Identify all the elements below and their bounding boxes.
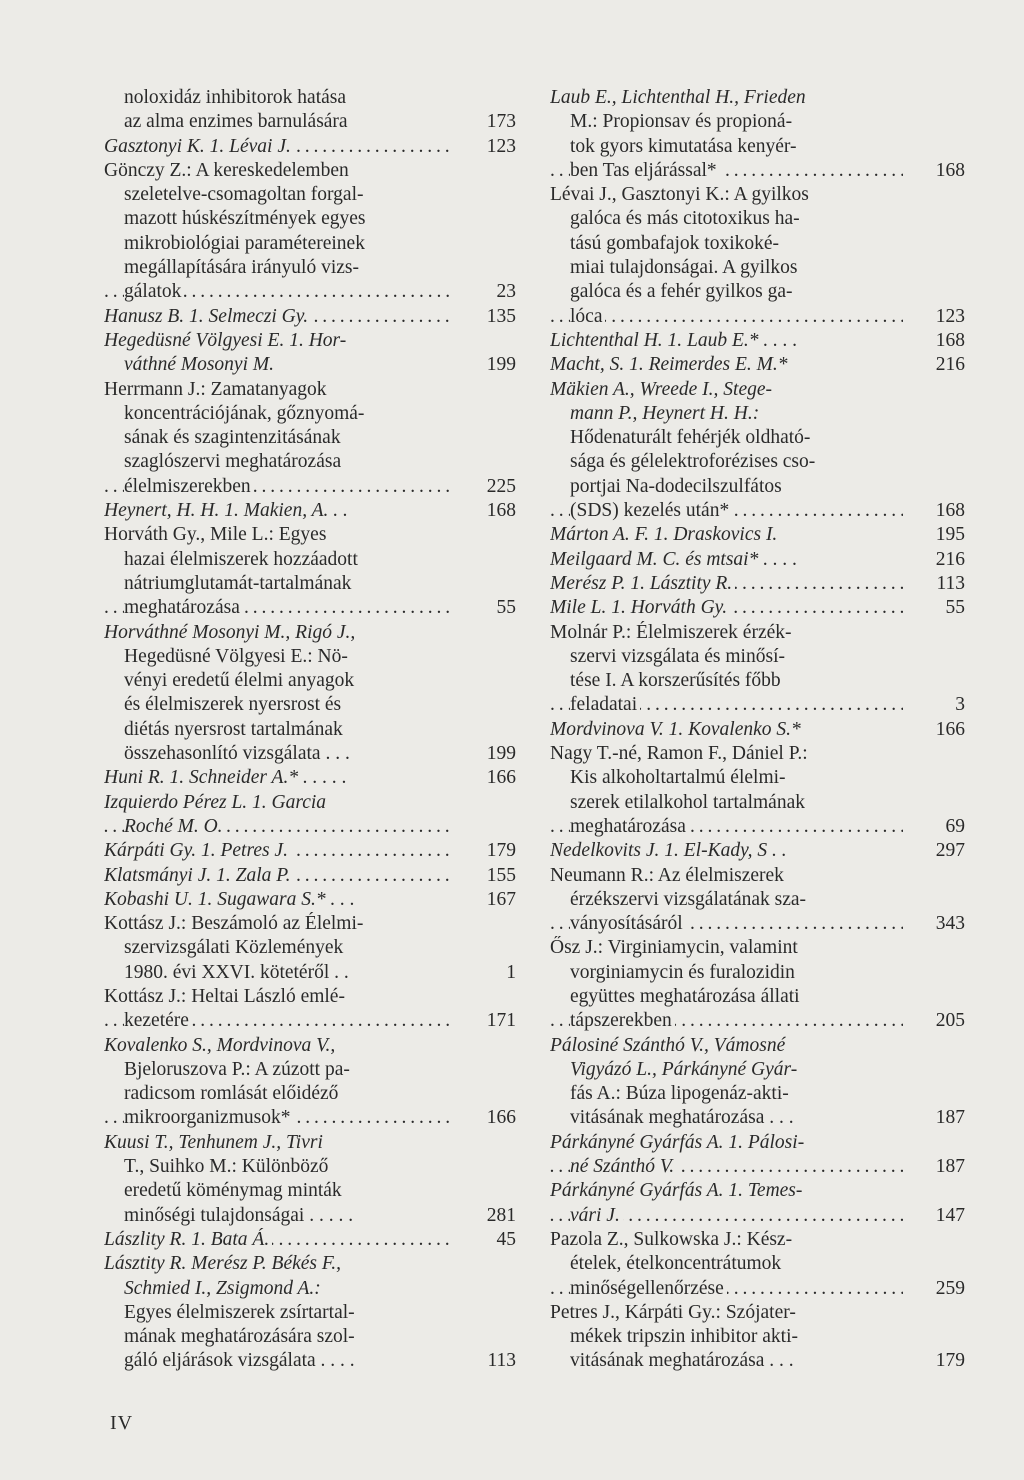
entry-text: Párkányné Gyárfás A. 1. Temes- [550, 1180, 803, 1202]
entry-text: gáló eljárások vizsgálata . . . . [124, 1350, 355, 1372]
entry-text: né Szánthó V. [570, 1156, 677, 1177]
index-entry-line [104, 1009, 516, 1033]
index-entry [550, 329, 965, 353]
index-entry [550, 936, 965, 1033]
entry-text: Mäkien A., Wreede I., Stege- [550, 378, 772, 400]
index-entry-line [104, 1204, 516, 1228]
entry-text: szerek etilalkohol tartalmának [570, 791, 805, 813]
index-entry-line [104, 1277, 516, 1301]
index-entry-line [550, 1034, 965, 1058]
entry-text: Horváthné Mosonyi M., Rigó J., [104, 621, 356, 643]
entry-text: T., Suihko M.: Különböző [124, 1156, 329, 1178]
index-entry-line [550, 1325, 965, 1349]
page-reference: 171 [486, 1010, 516, 1032]
index-entry-line [550, 1204, 965, 1228]
entry-text: fás A.: Búza lipogenáz-akti- [570, 1083, 789, 1105]
index-entry [550, 183, 965, 329]
entry-text: Kis alkoholtartalmú élelmi- [570, 767, 786, 789]
page-reference: 168 [935, 329, 965, 351]
index-entry-line [550, 839, 965, 863]
index-entry-line [104, 912, 516, 936]
entry-text: szeletelve-csomagoltan forgal- [124, 184, 364, 206]
entry-text: meghatározása [124, 597, 243, 618]
entry-text: Lásztity R. Merész P. Békés F., [104, 1253, 342, 1275]
entry-text: mazott húskészítmények egyes [124, 208, 366, 230]
entry-text: eredetű köménymag minták [124, 1180, 342, 1202]
entry-text: meghatározása [570, 816, 689, 837]
index-entry [550, 378, 965, 524]
index-entry-line [104, 1179, 516, 1203]
index-entry [104, 86, 516, 135]
index-entry-line [550, 888, 965, 912]
page-reference: 168 [935, 500, 965, 522]
page-reference: 225 [486, 475, 516, 497]
entry-text: Kobashi U. 1. Sugawara S.* . . . [104, 888, 355, 910]
entry-text: Lichtenthal H. 1. Laub E.* . . . . [550, 329, 798, 351]
index-entry-line [550, 961, 965, 985]
index-entry-line [104, 1301, 516, 1325]
index-entry-line [104, 1349, 516, 1373]
entry-text: (SDS) kezelés után* [570, 500, 732, 521]
entry-text: nátriumglutamát-tartalmának [124, 572, 352, 594]
entry-text: minőségellenőrzése [570, 1278, 727, 1299]
index-entry [104, 523, 516, 620]
index-entry-line [104, 280, 516, 304]
index-entry [104, 1252, 516, 1373]
page-reference: 123 [935, 305, 965, 327]
page-reference: 168 [935, 159, 965, 181]
index-entry-line [550, 1155, 965, 1179]
page-reference: 168 [486, 500, 516, 522]
page-reference: 199 [486, 743, 516, 765]
page-reference: 45 [496, 1228, 516, 1250]
page-reference: 187 [935, 1107, 965, 1129]
index-entry-line [104, 645, 516, 669]
index-entry-line [104, 669, 516, 693]
entry-text: összehasonlító vizsgálata . . . [124, 743, 350, 765]
index-entry-line [550, 742, 965, 766]
entry-text: Izquierdo Pérez L. 1. Garcia [104, 791, 327, 813]
entry-text: Gasztonyi K. 1. Lévai J. [104, 136, 294, 157]
index-entry [550, 864, 965, 937]
entry-text: Mile L. 1. Horváth Gy. [550, 597, 730, 618]
page-reference: 3 [955, 694, 965, 716]
index-entry-line [104, 232, 516, 256]
entry-text: Kovalenko S., Mordvinova V., [104, 1034, 336, 1056]
index-entry [104, 159, 516, 305]
index-entry-line [550, 1082, 965, 1106]
index-entry [550, 1301, 965, 1374]
entry-text: kezetére [124, 1010, 192, 1031]
entry-text: mékek tripszin inhibitor akti- [570, 1326, 798, 1348]
index-entry-line [104, 718, 516, 742]
entry-text: feladatai [570, 694, 640, 715]
index-entry [550, 86, 965, 183]
index-entry [550, 572, 965, 596]
page-reference: 173 [486, 111, 516, 133]
index-entry [104, 135, 516, 159]
index-entry [104, 1034, 516, 1131]
index-entry-line [104, 256, 516, 280]
entry-text: ványosításáról [570, 913, 686, 934]
index-entry-line [550, 1058, 965, 1082]
index-entry-line [104, 936, 516, 960]
index-entry-line [550, 815, 965, 839]
index-entry-line [550, 353, 965, 377]
entry-text: minőségi tulajdonságai . . . . . [124, 1204, 354, 1226]
entry-text: Hanusz B. 1. Selmeczi Gy. [104, 306, 311, 327]
index-entry-line [104, 523, 516, 547]
entry-text: galóca és a fehér gyilkos ga- [570, 281, 793, 303]
page-reference: 166 [935, 718, 965, 740]
index-entry [104, 791, 516, 840]
entry-text: Hegedüsné Völgyesi E.: Nö- [124, 645, 348, 667]
index-entry-line [104, 985, 516, 1009]
index-entry-line [550, 402, 965, 426]
index-entry [104, 1228, 516, 1252]
index-entry-line [104, 548, 516, 572]
index-entry-line [550, 378, 965, 402]
page-reference: 216 [935, 548, 965, 570]
index-entry-line [550, 207, 965, 231]
entry-text: tése I. A korszerűsítés főbb [570, 670, 781, 692]
index-entry-line [104, 1106, 516, 1130]
index-entry-line [104, 596, 516, 620]
page-reference: 69 [945, 815, 965, 837]
page-reference: 155 [486, 864, 516, 886]
index-entry-line [550, 864, 965, 888]
page-reference: 166 [486, 767, 516, 789]
entry-text: vorginiamycin és furalozidin [570, 961, 795, 983]
index-entry-line [550, 110, 965, 134]
index-entry [550, 1228, 965, 1301]
index-entry-line [550, 329, 965, 353]
entry-text: élelmiszerekben [124, 476, 254, 497]
page-number: IV [110, 1412, 134, 1434]
entry-text: vényi eredetű élelmi anyagok [124, 670, 355, 692]
index-entry-line [104, 183, 516, 207]
entry-text: Kottász J.: Beszámoló az Élelmi- [104, 913, 364, 935]
index-entry [550, 548, 965, 572]
index-entry-line [550, 669, 965, 693]
page-reference: 187 [935, 1156, 965, 1178]
index-entry-line [104, 1325, 516, 1349]
index-entry-line [104, 1155, 516, 1179]
index-entry [550, 839, 965, 863]
index-entry [104, 912, 516, 985]
entry-text: ben Tas eljárással* [570, 160, 720, 181]
entry-text: koncentrációjának, gőznyomá- [124, 402, 365, 424]
entry-text: Vigyázó L., Párkányné Gyár- [570, 1058, 798, 1080]
entry-text: Schmied I., Zsigmond A.: [124, 1277, 321, 1299]
entry-text: Kottász J.: Heltai László emlé- [104, 985, 345, 1007]
index-entry-line [550, 791, 965, 815]
entry-text: Laub E., Lichtenthal H., Frieden [550, 87, 806, 108]
page-reference: 195 [935, 524, 965, 546]
entry-text: Ősz J.: Virginiamycin, valamint [550, 937, 798, 959]
index-entry-line [550, 256, 965, 280]
index-entry-line [104, 1058, 516, 1082]
entry-text: galóca és más citotoxikus ha- [570, 208, 800, 230]
entry-text: vitásának meghatározása . . . [570, 1107, 794, 1129]
index-entry-line [104, 1131, 516, 1155]
entry-text: miai tulajdonságai. A gyilkos [570, 257, 798, 279]
page-reference: 343 [935, 913, 965, 935]
index-entry-line [550, 936, 965, 960]
entry-text: noloxidáz inhibitorok hatása [124, 87, 347, 108]
index-entry-line [550, 1252, 965, 1276]
entry-text: Huni R. 1. Schneider A.* . . . . . [104, 767, 347, 789]
entry-text: Heynert, H. H. 1. Makien, A. . . [104, 500, 348, 522]
entry-text: Roché M. O. [124, 816, 226, 837]
entry-text: váthné Mosonyi M. [124, 354, 275, 376]
index-entry-line [104, 572, 516, 596]
entry-text: radicsom romlását előidéző [124, 1083, 339, 1105]
entry-text: hazai élelmiszerek hozzáadott [124, 548, 358, 570]
entry-text: gálatok [124, 281, 184, 302]
index-entry-line [550, 523, 965, 547]
page-reference: 205 [935, 1010, 965, 1032]
index-entry-line [104, 86, 516, 110]
page-reference: 167 [486, 888, 516, 910]
index-entry [550, 621, 965, 718]
index-entry [104, 329, 516, 378]
index-entry-line [104, 742, 516, 766]
entry-text: megállapítására irányuló vizs- [124, 257, 359, 279]
entry-text: diétás nyersrost tartalmának [124, 718, 343, 740]
page-reference: 297 [935, 840, 965, 862]
index-entry-line [104, 305, 516, 329]
index-entry [550, 523, 965, 547]
entry-text: szervi vizsgálata és minősí- [570, 645, 785, 667]
entry-text: érzékszervi vizsgálatának sza- [570, 888, 807, 910]
entry-text: Egyes élelmiszerek zsírtartal- [124, 1301, 355, 1323]
page-reference: 23 [496, 281, 516, 303]
entry-text: Meilgaard M. C. és mtsai* . . . . [550, 548, 798, 570]
index-entry-line [104, 1034, 516, 1058]
index-entry-line [550, 621, 965, 645]
index-entry [550, 596, 965, 620]
index-entry-line [550, 1179, 965, 1203]
index-entry-line [104, 499, 516, 523]
index-entry-line [550, 232, 965, 256]
index-entry-line [104, 815, 516, 839]
entry-text: Macht, S. 1. Reimerdes E. M.* [550, 354, 788, 376]
index-entry-line [104, 1082, 516, 1106]
entry-text: M.: Propionsav és propioná- [570, 111, 793, 133]
index-entry-line [550, 985, 965, 1009]
entry-text: vitásának meghatározása . . . [570, 1350, 794, 1372]
index-entry [104, 1131, 516, 1228]
index-entry-line [550, 912, 965, 936]
index-entry-line [550, 596, 965, 620]
entry-text: Hegedüsné Völgyesi E. 1. Hor- [104, 329, 347, 351]
page-reference: 113 [936, 572, 965, 594]
index-entry-line [104, 864, 516, 888]
entry-text: Kuusi T., Tenhunem J., Tivri [104, 1131, 323, 1153]
page-reference: 55 [945, 597, 965, 619]
index-entry-line [104, 135, 516, 159]
entry-text: együttes meghatározása állati [570, 985, 800, 1007]
index-entry-line [104, 159, 516, 183]
entry-text: Bjelоruszova P.: A zúzott pa- [124, 1058, 350, 1080]
entry-text: mának meghatározására szol- [124, 1326, 355, 1348]
index-entry-line [104, 353, 516, 377]
index-entry-line [104, 839, 516, 863]
entry-text: Gönczy Z.: A kereskedelemben [104, 159, 349, 181]
entry-text: Klatsmányi J. 1. Zala P. [104, 865, 294, 886]
index-entry-line [550, 693, 965, 717]
index-entry-line [104, 791, 516, 815]
page-reference: 216 [935, 354, 965, 376]
index-entry [104, 621, 516, 767]
index-column-right [550, 86, 965, 1374]
index-entry-line [104, 110, 516, 134]
page-reference: 166 [486, 1107, 516, 1129]
entry-text: az alma enzimes barnulására [124, 111, 348, 133]
page-reference: 135 [486, 305, 516, 327]
entry-text: Molnár P.: Élelmiszerek érzék- [550, 621, 792, 643]
page-reference: 147 [935, 1204, 965, 1226]
entry-text: Lévai J., Gasztonyi K.: A gyilkos [550, 184, 809, 206]
entry-text: Nedelkovits J. 1. El-Kady, S . . [550, 840, 787, 862]
entry-text: mann P., Heynert H. H.: [570, 402, 760, 424]
page-reference: 113 [487, 1350, 516, 1372]
index-entry-line [550, 1301, 965, 1325]
page-reference: 199 [486, 354, 516, 376]
entry-text: Pálosiné Szánthó V., Vámosné [550, 1034, 786, 1056]
entry-text: Horváth Gy., Mile L.: Egyes [104, 524, 327, 546]
index-entry [104, 766, 516, 790]
page-reference: 281 [486, 1204, 516, 1226]
entry-text: Mordvinova V. 1. Kovalenko S.* [550, 718, 801, 740]
entry-text: Kárpáti Gy. 1. Petres J. [104, 840, 291, 861]
index-entry [104, 985, 516, 1034]
entry-text: Lászlity R. 1. Bata Á. [104, 1229, 272, 1250]
entry-text: Merész P. 1. Lásztity R. [550, 573, 735, 594]
index-entry-line [550, 135, 965, 159]
entry-text: mikrobiológiai paramétereinek [124, 232, 365, 254]
entry-text: Márton A. F. 1. Draskovics I. [550, 524, 778, 546]
index-entry [104, 499, 516, 523]
page-reference: 179 [935, 1350, 965, 1372]
index-entry-line [104, 888, 516, 912]
index-entry-line [550, 280, 965, 304]
index-entry-line [104, 961, 516, 985]
index-entry-line [550, 450, 965, 474]
index-entry-line [550, 159, 965, 183]
index-entry [104, 888, 516, 912]
index-entry-line [104, 402, 516, 426]
entry-text: Petres J., Kárpáti Gy.: Szójater- [550, 1301, 796, 1323]
index-entry [104, 305, 516, 329]
index-entry-line [104, 693, 516, 717]
index-entry [104, 378, 516, 499]
entry-text: szaglószervi meghatározása [124, 451, 342, 473]
index-entry-line [104, 426, 516, 450]
index-entry-line [550, 548, 965, 572]
index-entry-line [104, 766, 516, 790]
entry-text: mikroorganizmusok* [124, 1107, 293, 1128]
index-entry-line [550, 1228, 965, 1252]
index-entry [550, 1034, 965, 1131]
index-entry-line [550, 183, 965, 207]
index-entry-line [104, 450, 516, 474]
index-entry-line [550, 1277, 965, 1301]
entry-text: és élelmiszerek nyersrost és [124, 694, 342, 716]
index-entry-line [104, 207, 516, 231]
index-entry-line [550, 1009, 965, 1033]
entry-text: tok gyors kimutatása kenyér- [570, 135, 797, 157]
entry-text: tápszerekben [570, 1010, 675, 1031]
entry-text: Neumann R.: Az élelmiszerek [550, 864, 784, 886]
entry-text: Herrmann J.: Zamatanyagok [104, 378, 327, 400]
index-entry [550, 353, 965, 377]
entry-text: Párkányné Gyárfás A. 1. Pálosi- [550, 1131, 805, 1153]
entry-text: Nagy T.-né, Ramon F., Dániel P.: [550, 743, 808, 765]
index-entry [550, 718, 965, 742]
entry-text: sának és szagintenzitásának [124, 427, 341, 449]
entry-text: szervizsgálati Közlemények [124, 937, 344, 959]
entry-text: tású gombafajok toxikoké- [570, 232, 780, 254]
index-entry-line [104, 475, 516, 499]
page-reference: 179 [486, 840, 516, 862]
entry-text: vári J. [570, 1205, 623, 1226]
index-entry-line [550, 475, 965, 499]
index-entry-line [104, 378, 516, 402]
index-entry-line [550, 572, 965, 596]
index-entry-line [550, 645, 965, 669]
entry-text: ételek, ételkoncentrátumok [570, 1253, 782, 1275]
entry-text: sága és gélelektroforézises cso- [570, 451, 816, 473]
entry-text: lóca [570, 306, 605, 327]
entry-text: Pazola Z., Sulkowska J.: Kész- [550, 1228, 793, 1250]
entry-text: 1980. évi XXVI. kötetéről . . [124, 961, 349, 983]
index-entry-line [550, 426, 965, 450]
page-reference: 55 [496, 597, 516, 619]
entry-text: portjai Na-dodecilszulfátos [570, 475, 782, 497]
index-entry-line [550, 499, 965, 523]
index-entry-line [104, 621, 516, 645]
entry-text: Hődenaturált fehérjék oldható- [570, 427, 811, 449]
index-entry [104, 839, 516, 863]
index-entry [550, 1179, 965, 1228]
index-entry [104, 864, 516, 888]
index-entry-line [550, 305, 965, 329]
index-entry-line [104, 329, 516, 353]
index-entry-line [104, 1228, 516, 1252]
page-reference: 1 [506, 961, 516, 983]
index-entry-line [550, 766, 965, 790]
index-entry-line [550, 1106, 965, 1130]
index-entry [550, 1131, 965, 1180]
index-entry-line [550, 1349, 965, 1373]
index-entry-line [550, 718, 965, 742]
index-entry-line [550, 86, 965, 110]
index-entry-line [104, 1252, 516, 1276]
index-entry-line [550, 1131, 965, 1155]
index-column-left [104, 86, 516, 1374]
index-entry [550, 742, 965, 839]
page-reference: 259 [935, 1277, 965, 1299]
page-reference: 123 [486, 135, 516, 157]
